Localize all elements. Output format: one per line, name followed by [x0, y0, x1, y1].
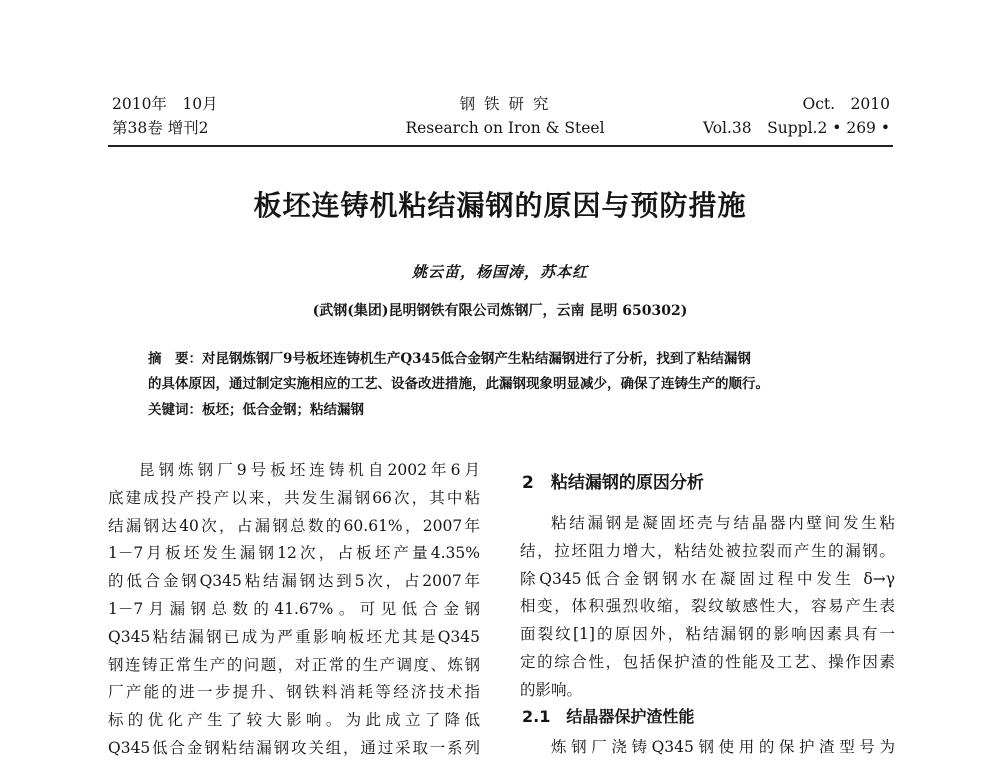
right-line-3: 除Q345低合金钢钢水在凝固过程中发生 δ→γ [520, 569, 895, 588]
header-date-en: Oct. 2010 [802, 95, 890, 113]
right-line-8: 炼钢厂浇铸Q345钢使用的保护渣型号为 [551, 738, 895, 756]
left-line-7: Q345粘结漏钢已成为严重影响板坯尤其是Q345 [108, 627, 480, 646]
header-date: 2010年 10月 [112, 95, 218, 113]
right-column-continued [520, 734, 895, 762]
right-line-1: 粘结漏钢是凝固坯壳与结晶器内壁间发生粘 [551, 514, 895, 532]
section-2-1-heading: 2.1 结晶器保护渣性能 [522, 707, 695, 726]
header-left [112, 92, 218, 140]
paper-authors: 姚云苗，杨国涛，苏本红 [411, 263, 588, 281]
left-column [108, 457, 480, 763]
left-line-8: 钢连铸正常生产的问题，对正常的生产调度、炼钢 [108, 655, 480, 674]
left-line-10: 标的优化产生了较大影响。为此成立了降低 [108, 711, 480, 730]
abstract-line-1: 摘 要：对昆钢炼钢厂9号板坯连铸机生产Q345低合金钢产生粘结漏钢进行了分析，找到了粘结漏钢 [148, 351, 751, 367]
left-line-5: 的低合金钢Q345粘结漏钢达到5次，占2007年 [108, 572, 480, 591]
left-line-6: 1－7月漏钢总数的41.67%。可见低合金钢 [108, 599, 480, 618]
left-line-1: 昆钢炼钢厂9号板坯连铸机自2002年6月 [139, 461, 480, 479]
journal-name-cn: 钢 铁 研 究 [459, 95, 551, 113]
header-volume: 第38卷 增刊2 [112, 119, 209, 137]
right-line-2: 结，拉坯阻力增大，粘结处被拉裂而产生的漏钢。 [520, 541, 895, 560]
header-rule [108, 145, 893, 147]
right-line-6: 定的综合性，包括保护渣的性能及工艺、操作因素 [520, 652, 895, 671]
right-line-4: 相变，体积强烈收缩，裂纹敏感性大，容易产生表 [520, 597, 895, 616]
paper-title: 板坯连铸机粘结漏钢的原因与预防措施 [253, 189, 747, 222]
abstract-line-2: 的具体原因，通过制定实施相应的工艺、设备改进措施，此漏钢现象明显减少，确保了连铸生产的顺行。 [148, 376, 769, 392]
left-line-4: 1－7月板坯发生漏钢12次，占板坯产量4.35% [108, 544, 480, 563]
header-center [360, 92, 650, 140]
section-2-heading: 2 粘结漏钢的原因分析 [522, 473, 704, 493]
left-line-9: 厂产能的进一步提升、钢铁料消耗等经济技术指 [108, 683, 480, 702]
right-column [520, 510, 895, 705]
paper-affiliation: (武钢(集团)昆明钢铁有限公司炼钢厂，云南 昆明 650302) [312, 303, 688, 319]
left-line-3: 结漏钢达40次，占漏钢总数的60.61%，2007年 [108, 516, 480, 535]
keywords-line: 关键词：板坯；低合金钢；粘结漏钢 [148, 402, 364, 418]
journal-name-en: Research on Iron & Steel [405, 119, 605, 137]
right-line-7: 的影响。 [520, 680, 583, 699]
left-line-2: 底建成投产投产以来，共发生漏钢66次，其中粘 [108, 488, 480, 507]
right-line-5: 面裂纹[1]的原因外，粘结漏钢的影响因素具有一 [520, 625, 895, 644]
header-right [655, 92, 890, 140]
left-line-11: Q345低合金钢粘结漏钢攻关组，通过采取一系列 [108, 738, 480, 757]
header-volume-en: Vol.38 Suppl.2 • 269 • [702, 119, 890, 137]
